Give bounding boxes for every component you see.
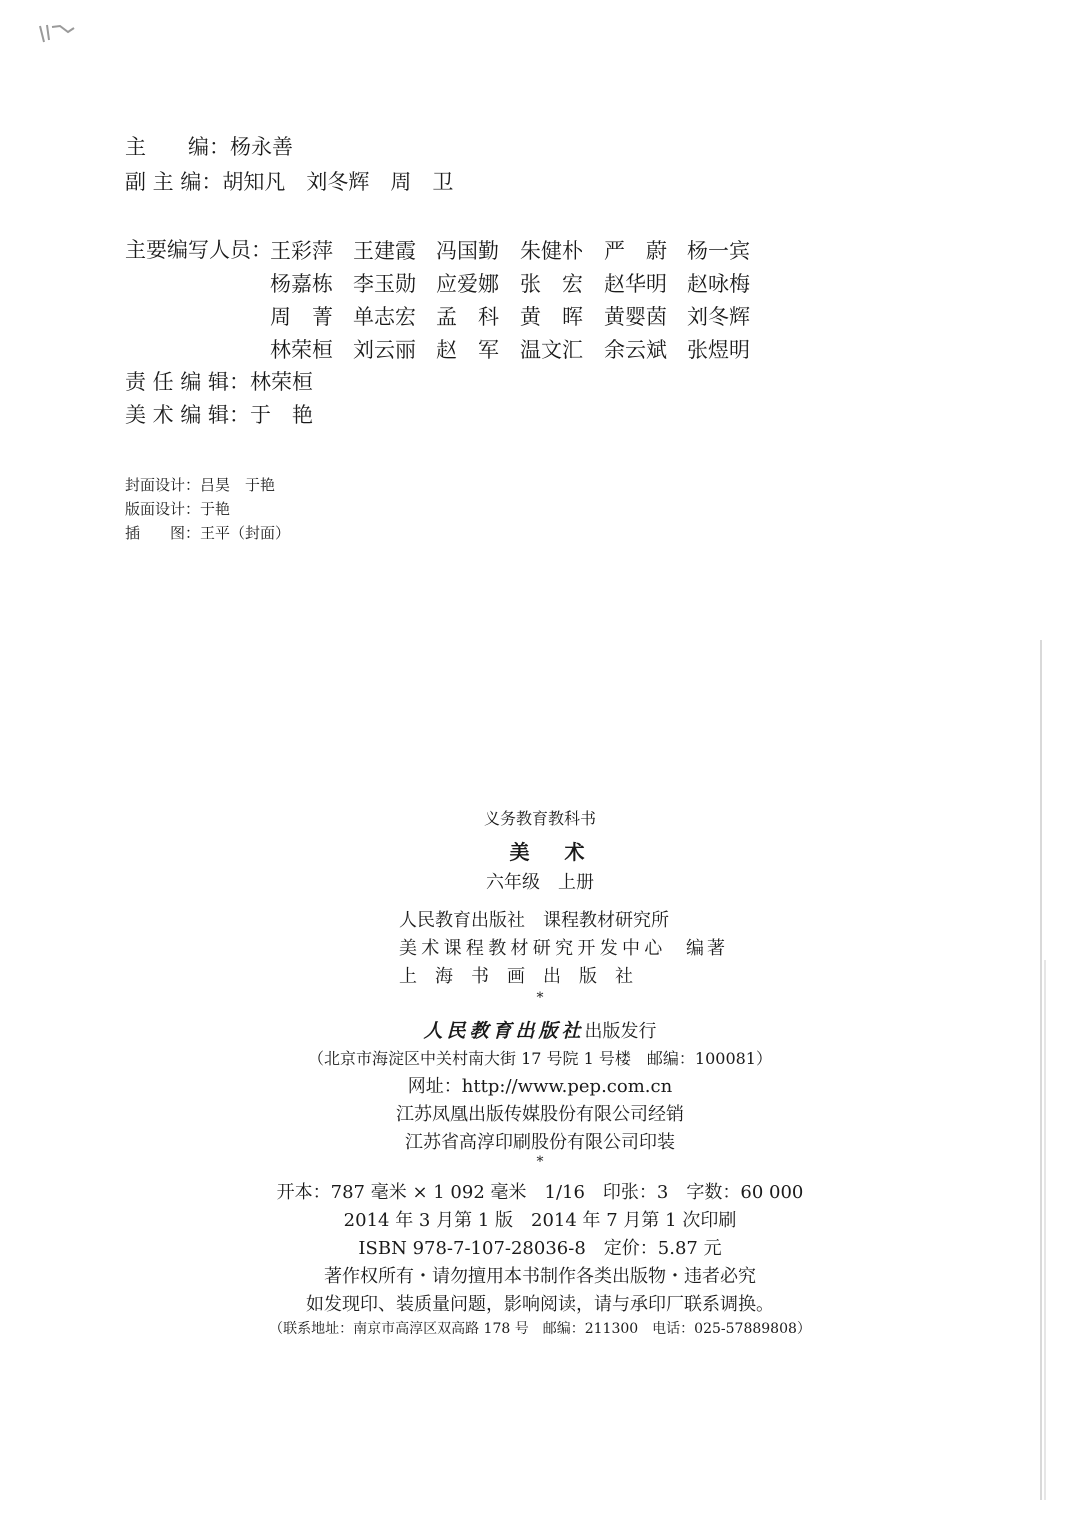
printer-line: 江苏省高淳印刷股份有限公司印装 xyxy=(405,1132,675,1153)
deputy-editor-name: 胡知凡 xyxy=(222,170,286,194)
chief-editor-name: 杨永善 xyxy=(230,135,293,159)
writer-name: 刘云丽 xyxy=(353,338,416,362)
chief-editor-row xyxy=(125,132,293,162)
writer-name: 单志宏 xyxy=(353,305,416,329)
deputy-editor-name: 刘冬辉 xyxy=(306,170,370,194)
writer-name: 刘冬辉 xyxy=(687,305,750,329)
writer-name: 王建霞 xyxy=(353,239,416,263)
writer-name: 周 菁 xyxy=(270,305,333,329)
writer-name: 应爱娜 xyxy=(436,272,499,296)
illustration-line: 插 图：王平（封面） xyxy=(125,524,291,542)
responsible-editor-label: 责 任 编 辑： xyxy=(125,370,251,394)
writer-name: 李玉勋 xyxy=(353,272,416,296)
responsible-editor-row xyxy=(125,367,313,397)
separator-star: * xyxy=(536,1154,544,1170)
layout-design-line: 版面设计：于艳 xyxy=(125,500,231,518)
writer-name: 张 宏 xyxy=(520,272,583,296)
writer-name: 张煜明 xyxy=(687,338,750,362)
writer-name: 杨一宾 xyxy=(687,239,750,263)
deputy-editors-row xyxy=(125,167,453,197)
writer-name: 严 蔚 xyxy=(604,239,667,263)
grade-volume: 六年级 上册 xyxy=(486,872,594,893)
scan-edge-line xyxy=(1040,640,1042,1500)
chief-editor-label: 主 编： xyxy=(125,135,230,159)
copyright-notice: 著作权所有・请勿擅用本书制作各类出版物・违者必究 xyxy=(324,1266,756,1287)
writer-name: 赵华明 xyxy=(604,272,667,296)
publisher-name: 上 海 书 画 出 版 社 xyxy=(399,966,633,987)
distributor-suffix: 出版发行 xyxy=(584,1021,657,1042)
writer-name: 林荣桓 xyxy=(270,338,333,362)
writer-name: 赵咏梅 xyxy=(687,272,750,296)
edition-line: 2014 年 3 月第 1 版 2014 年 7 月第 1 次印刷 xyxy=(343,1210,737,1231)
separator-star: * xyxy=(536,990,544,1006)
website-line: 网址：http://www.pep.com.cn xyxy=(407,1076,673,1097)
scan-smudge xyxy=(38,22,78,44)
deputy-editor-name: 周 卫 xyxy=(390,170,454,194)
format-specs: 开本：787 毫米 × 1 092 毫米 1/16 印张：3 字数：60 000 xyxy=(276,1182,804,1203)
writer-name: 赵 军 xyxy=(436,338,499,362)
design-credits xyxy=(125,473,290,545)
compiler-line-1: 人民教育出版社 课程教材研究所 xyxy=(399,910,669,931)
cover-design-line: 封面设计：吕昊 于艳 xyxy=(125,476,276,494)
writer-name: 冯国勤 xyxy=(436,239,499,263)
compiler-line-2: 美术课程教材研究开发中心 xyxy=(399,938,667,959)
deputy-editors-label: 副 主 编： xyxy=(125,170,223,194)
art-editor-row xyxy=(125,400,313,430)
distributor-line xyxy=(0,1016,1080,1043)
writer-name: 孟 科 xyxy=(436,305,499,329)
distributor-brand-logo: 人民教育出版社 xyxy=(423,1020,585,1042)
writer-name: 王彩萍 xyxy=(270,239,333,263)
writers-label: 主要编写人员： xyxy=(125,238,272,262)
art-editor-name: 于 艳 xyxy=(250,403,314,427)
writer-name: 黄 晖 xyxy=(520,305,583,329)
publisher-address: （北京市海淀区中关村南大街 17 号院 1 号楼 邮编：100081） xyxy=(308,1049,772,1068)
art-editor-label: 美 术 编 辑： xyxy=(125,403,251,427)
quality-notice: 如发现印、装质量问题，影响阅读，请与承印厂联系调换。 xyxy=(306,1294,774,1315)
writer-name: 黄婴茵 xyxy=(604,305,667,329)
isbn-price: ISBN 978-7-107-28036-8 定价：5.87 元 xyxy=(358,1238,722,1259)
book-title: 美 术 xyxy=(509,840,599,864)
writers-row xyxy=(125,235,272,265)
printer-contact: （联系地址：南京市高淳区双高路 178 号 邮编：211300 电话：025-57889808） xyxy=(269,1321,811,1337)
series-name: 义务教育教科书 xyxy=(483,809,596,828)
writer-name: 朱健朴 xyxy=(520,239,583,263)
writer-name: 温文汇 xyxy=(520,338,583,362)
writer-name: 余云斌 xyxy=(604,338,667,362)
writer-name: 杨嘉栋 xyxy=(270,272,333,296)
compiler-role: 编著 xyxy=(686,938,728,959)
seller-line: 江苏凤凰出版传媒股份有限公司经销 xyxy=(396,1104,684,1125)
responsible-editor-name: 林荣桓 xyxy=(250,370,314,394)
